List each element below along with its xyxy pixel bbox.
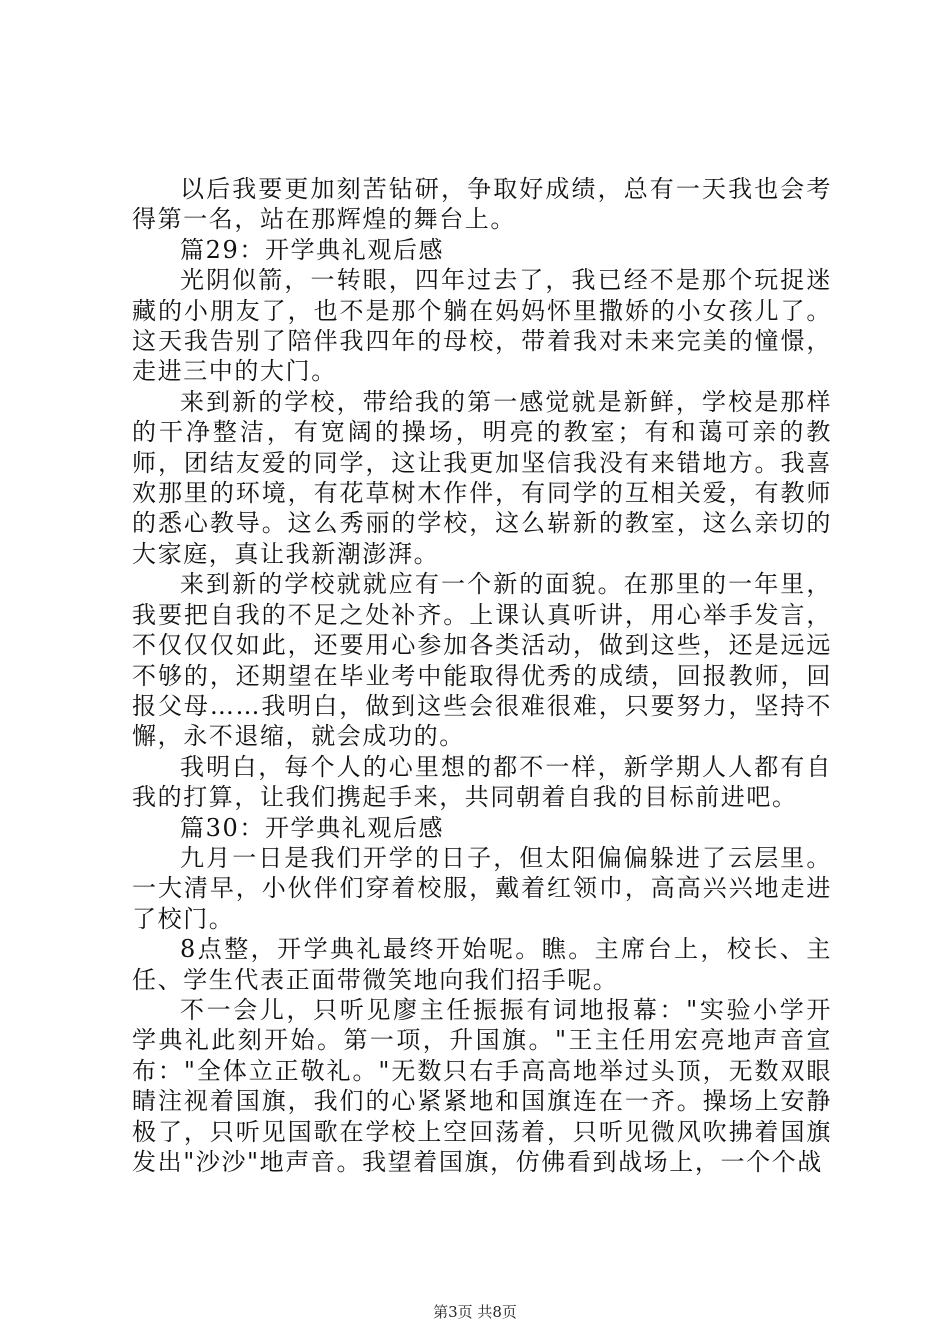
paragraph: 九月一日是我们开学的日子，但太阳偏偏躲进了云层里。一大清早，小伙伴们穿着校服，戴着红领巾，高高兴兴地走进了校门。 — [132, 843, 832, 933]
page-footer: 第3页 共8页 — [433, 1303, 517, 1321]
paragraph: 来到新的学校，带给我的第一感觉就是新鲜，学校是那样的干净整洁，有宽阔的操场，明亮的教室；有和蔼可亲的教师，团结友爱的同学，这让我更加坚信我没有来错地方。我喜欢那里的环境，有花草树木作伴，有同学的互相关爱，有教师的悉心教导。这么秀丽的学校，这么崭新的教室，这么亲切的大家庭，真让我新潮澎湃。 — [132, 387, 832, 568]
paragraph: 来到新的学校就就应有一个新的面貌。在那里的一年里，我要把自我的不足之处补齐。上课认真听讲，用心举手发言，不仅仅仅如此，还要用心参加各类活动，做到这些，还是远远不够的，还期望在毕业考中能取得优秀的成绩，回报教师，回报父母……我明白，做到这些会很难很难，只要努力，坚持不懈，永不退缩，就会成功的。 — [132, 570, 832, 751]
document-body — [132, 174, 832, 1177]
section-heading: 篇29：开学典礼观后感 — [180, 235, 445, 264]
paragraph: 不一会儿，只听见廖主任振振有词地报幕："实验小学开学典礼此刻开始。第一项，升国旗。"王主任用宏亮地声音宣布："全体立正敬礼。"无数只右手高高地举过头顶，无数双眼睛注视着国旗，我们的心紧紧地和国旗连在一齐。操场上安静极了，只听见国歌在学校上空回荡着，只听见微风吹拂着国旗发出"沙沙"地声音。我望着国旗，仿佛看到战场上，一个个战 — [132, 995, 832, 1176]
paragraph: 光阴似箭，一转眼，四年过去了，我已经不是那个玩捉迷藏的小朋友了，也不是那个躺在妈妈怀里撒娇的小女孩儿了。这天我告别了陪伴我四年的母校，带着我对未来完美的憧憬，走进三中的大门。 — [132, 266, 832, 386]
paragraph: 8点整，开学典礼最终开始呢。瞧。主席台上，校长、主任、学生代表正面带微笑地向我们招手呢。 — [132, 935, 832, 994]
paragraph: 我明白，每个人的心里想的都不一样，新学期人人都有自我的打算，让我们携起手来，共同朝着自我的目标前进吧。 — [132, 752, 832, 812]
section-heading: 篇30：开学典礼观后感 — [180, 813, 445, 842]
paragraph: 以后我要更加刻苦钻研，争取好成绩，总有一天我也会考得第一名，站在那辉煌的舞台上。 — [132, 175, 832, 234]
